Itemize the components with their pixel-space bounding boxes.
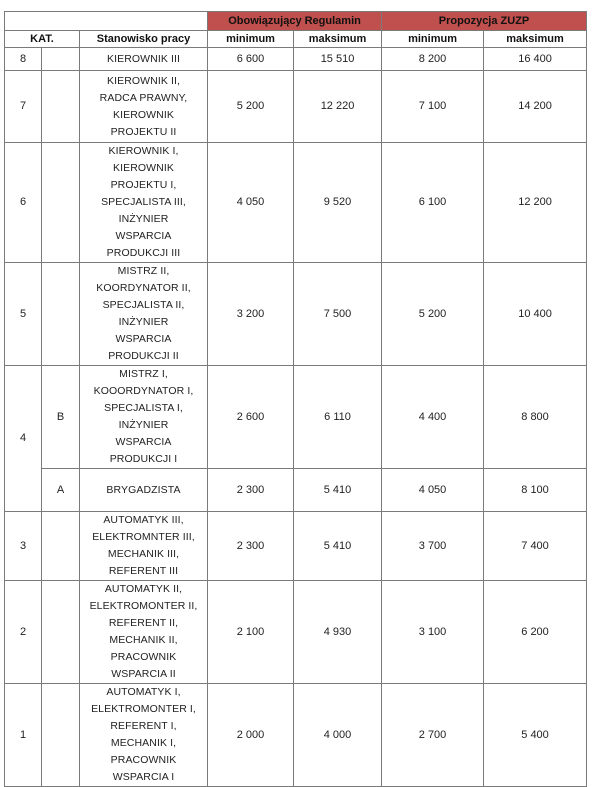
current-min-cell: 5 200: [208, 71, 294, 143]
proposal-max-cell: 8 800: [484, 366, 587, 469]
table-row: [5, 71, 587, 143]
proposal-max-cell: 16 400: [484, 48, 587, 71]
subcategory-cell: [42, 71, 80, 143]
current-max-cell: 6 110: [294, 366, 382, 469]
current-min-cell: 2 600: [208, 366, 294, 469]
proposal-min-cell: 7 100: [382, 71, 484, 143]
category-cell: 1: [5, 684, 42, 787]
table-row: [5, 143, 587, 263]
proposal-max-cell: 14 200: [484, 71, 587, 143]
proposal-max-cell: 8 100: [484, 469, 587, 512]
subcategory-cell: [42, 263, 80, 366]
current-max-cell: 5 410: [294, 512, 382, 581]
category-cell: 7: [5, 71, 42, 143]
proposal-max-cell: 6 200: [484, 581, 587, 684]
salary-table: [4, 11, 587, 787]
proposal-max-cell: 7 400: [484, 512, 587, 581]
subcategory-cell: B: [42, 366, 80, 469]
current-max-cell: 4 930: [294, 581, 382, 684]
header-group-row: [5, 12, 587, 31]
category-cell: 3: [5, 512, 42, 581]
current-min-cell: 2 300: [208, 512, 294, 581]
header-current-max: maksimum: [294, 31, 382, 48]
proposal-min-cell: 3 700: [382, 512, 484, 581]
position-cell: MISTRZ I, KOOORDYNATOR I, SPECJALISTA I, INŻYNIER WSPARCIA PRODUKCJI I: [80, 366, 208, 469]
current-max-cell: 12 220: [294, 71, 382, 143]
current-min-cell: 6 600: [208, 48, 294, 71]
header-current-min: minimum: [208, 31, 294, 48]
header-proposal-min: minimum: [382, 31, 484, 48]
current-min-cell: 2 300: [208, 469, 294, 512]
position-cell: KIEROWNIK II, RADCA PRAWNY, KIEROWNIK PROJEKTU II: [80, 71, 208, 143]
proposal-max-cell: 10 400: [484, 263, 587, 366]
subcategory-cell: [42, 143, 80, 263]
subcategory-cell: A: [42, 469, 80, 512]
table-row: [5, 581, 587, 684]
proposal-max-cell: 12 200: [484, 143, 587, 263]
header-proposal-max: maksimum: [484, 31, 587, 48]
subcategory-cell: [42, 512, 80, 581]
table-row: [5, 48, 587, 71]
proposal-min-cell: 6 100: [382, 143, 484, 263]
table-row: [5, 512, 587, 581]
category-cell: 2: [5, 581, 42, 684]
category-cell: 8: [5, 48, 42, 71]
table-row: [5, 263, 587, 366]
category-cell: 6: [5, 143, 42, 263]
position-cell: BRYGADZISTA: [80, 469, 208, 512]
header-blank: [5, 12, 208, 31]
position-cell: AUTOMATYK I, ELEKTROMONTER I, REFERENT I, MECHANIK I, PRACOWNIK WSPARCIA I: [80, 684, 208, 787]
header-position: Stanowisko pracy: [80, 31, 208, 48]
header-kat: KAT.: [5, 31, 80, 48]
current-min-cell: 2 000: [208, 684, 294, 787]
current-max-cell: 15 510: [294, 48, 382, 71]
table-row: [5, 469, 587, 512]
current-max-cell: 7 500: [294, 263, 382, 366]
position-cell: KIEROWNIK I, KIEROWNIK PROJEKTU I, SPECJALISTA III, INŻYNIER WSPARCIA PRODUKCJI III: [80, 143, 208, 263]
table-row: [5, 366, 587, 469]
current-min-cell: 2 100: [208, 581, 294, 684]
subcategory-cell: [42, 684, 80, 787]
proposal-min-cell: 4 400: [382, 366, 484, 469]
current-min-cell: 3 200: [208, 263, 294, 366]
proposal-max-cell: 5 400: [484, 684, 587, 787]
position-cell: AUTOMATYK II, ELEKTROMONTER II, REFERENT II, MECHANIK II, PRACOWNIK WSPARCIA II: [80, 581, 208, 684]
proposal-min-cell: 4 050: [382, 469, 484, 512]
current-max-cell: 4 000: [294, 684, 382, 787]
header-group-proposal: Propozycja ZUZP: [382, 12, 587, 31]
proposal-min-cell: 5 200: [382, 263, 484, 366]
subcategory-cell: [42, 581, 80, 684]
header-group-current: Obowiązujący Regulamin: [208, 12, 382, 31]
proposal-min-cell: 3 100: [382, 581, 484, 684]
subcategory-cell: [42, 48, 80, 71]
proposal-min-cell: 8 200: [382, 48, 484, 71]
position-cell: KIEROWNIK III: [80, 48, 208, 71]
header-column-row: [5, 31, 587, 48]
category-cell: 4: [5, 366, 42, 512]
position-cell: MISTRZ II, KOORDYNATOR II, SPECJALISTA II, INŻYNIER WSPARCIA PRODUKCJI II: [80, 263, 208, 366]
category-cell: 5: [5, 263, 42, 366]
current-max-cell: 9 520: [294, 143, 382, 263]
position-cell: AUTOMATYK III, ELEKTROMNTER III, MECHANIK III, REFERENT III: [80, 512, 208, 581]
table-row: [5, 684, 587, 787]
proposal-min-cell: 2 700: [382, 684, 484, 787]
current-min-cell: 4 050: [208, 143, 294, 263]
current-max-cell: 5 410: [294, 469, 382, 512]
